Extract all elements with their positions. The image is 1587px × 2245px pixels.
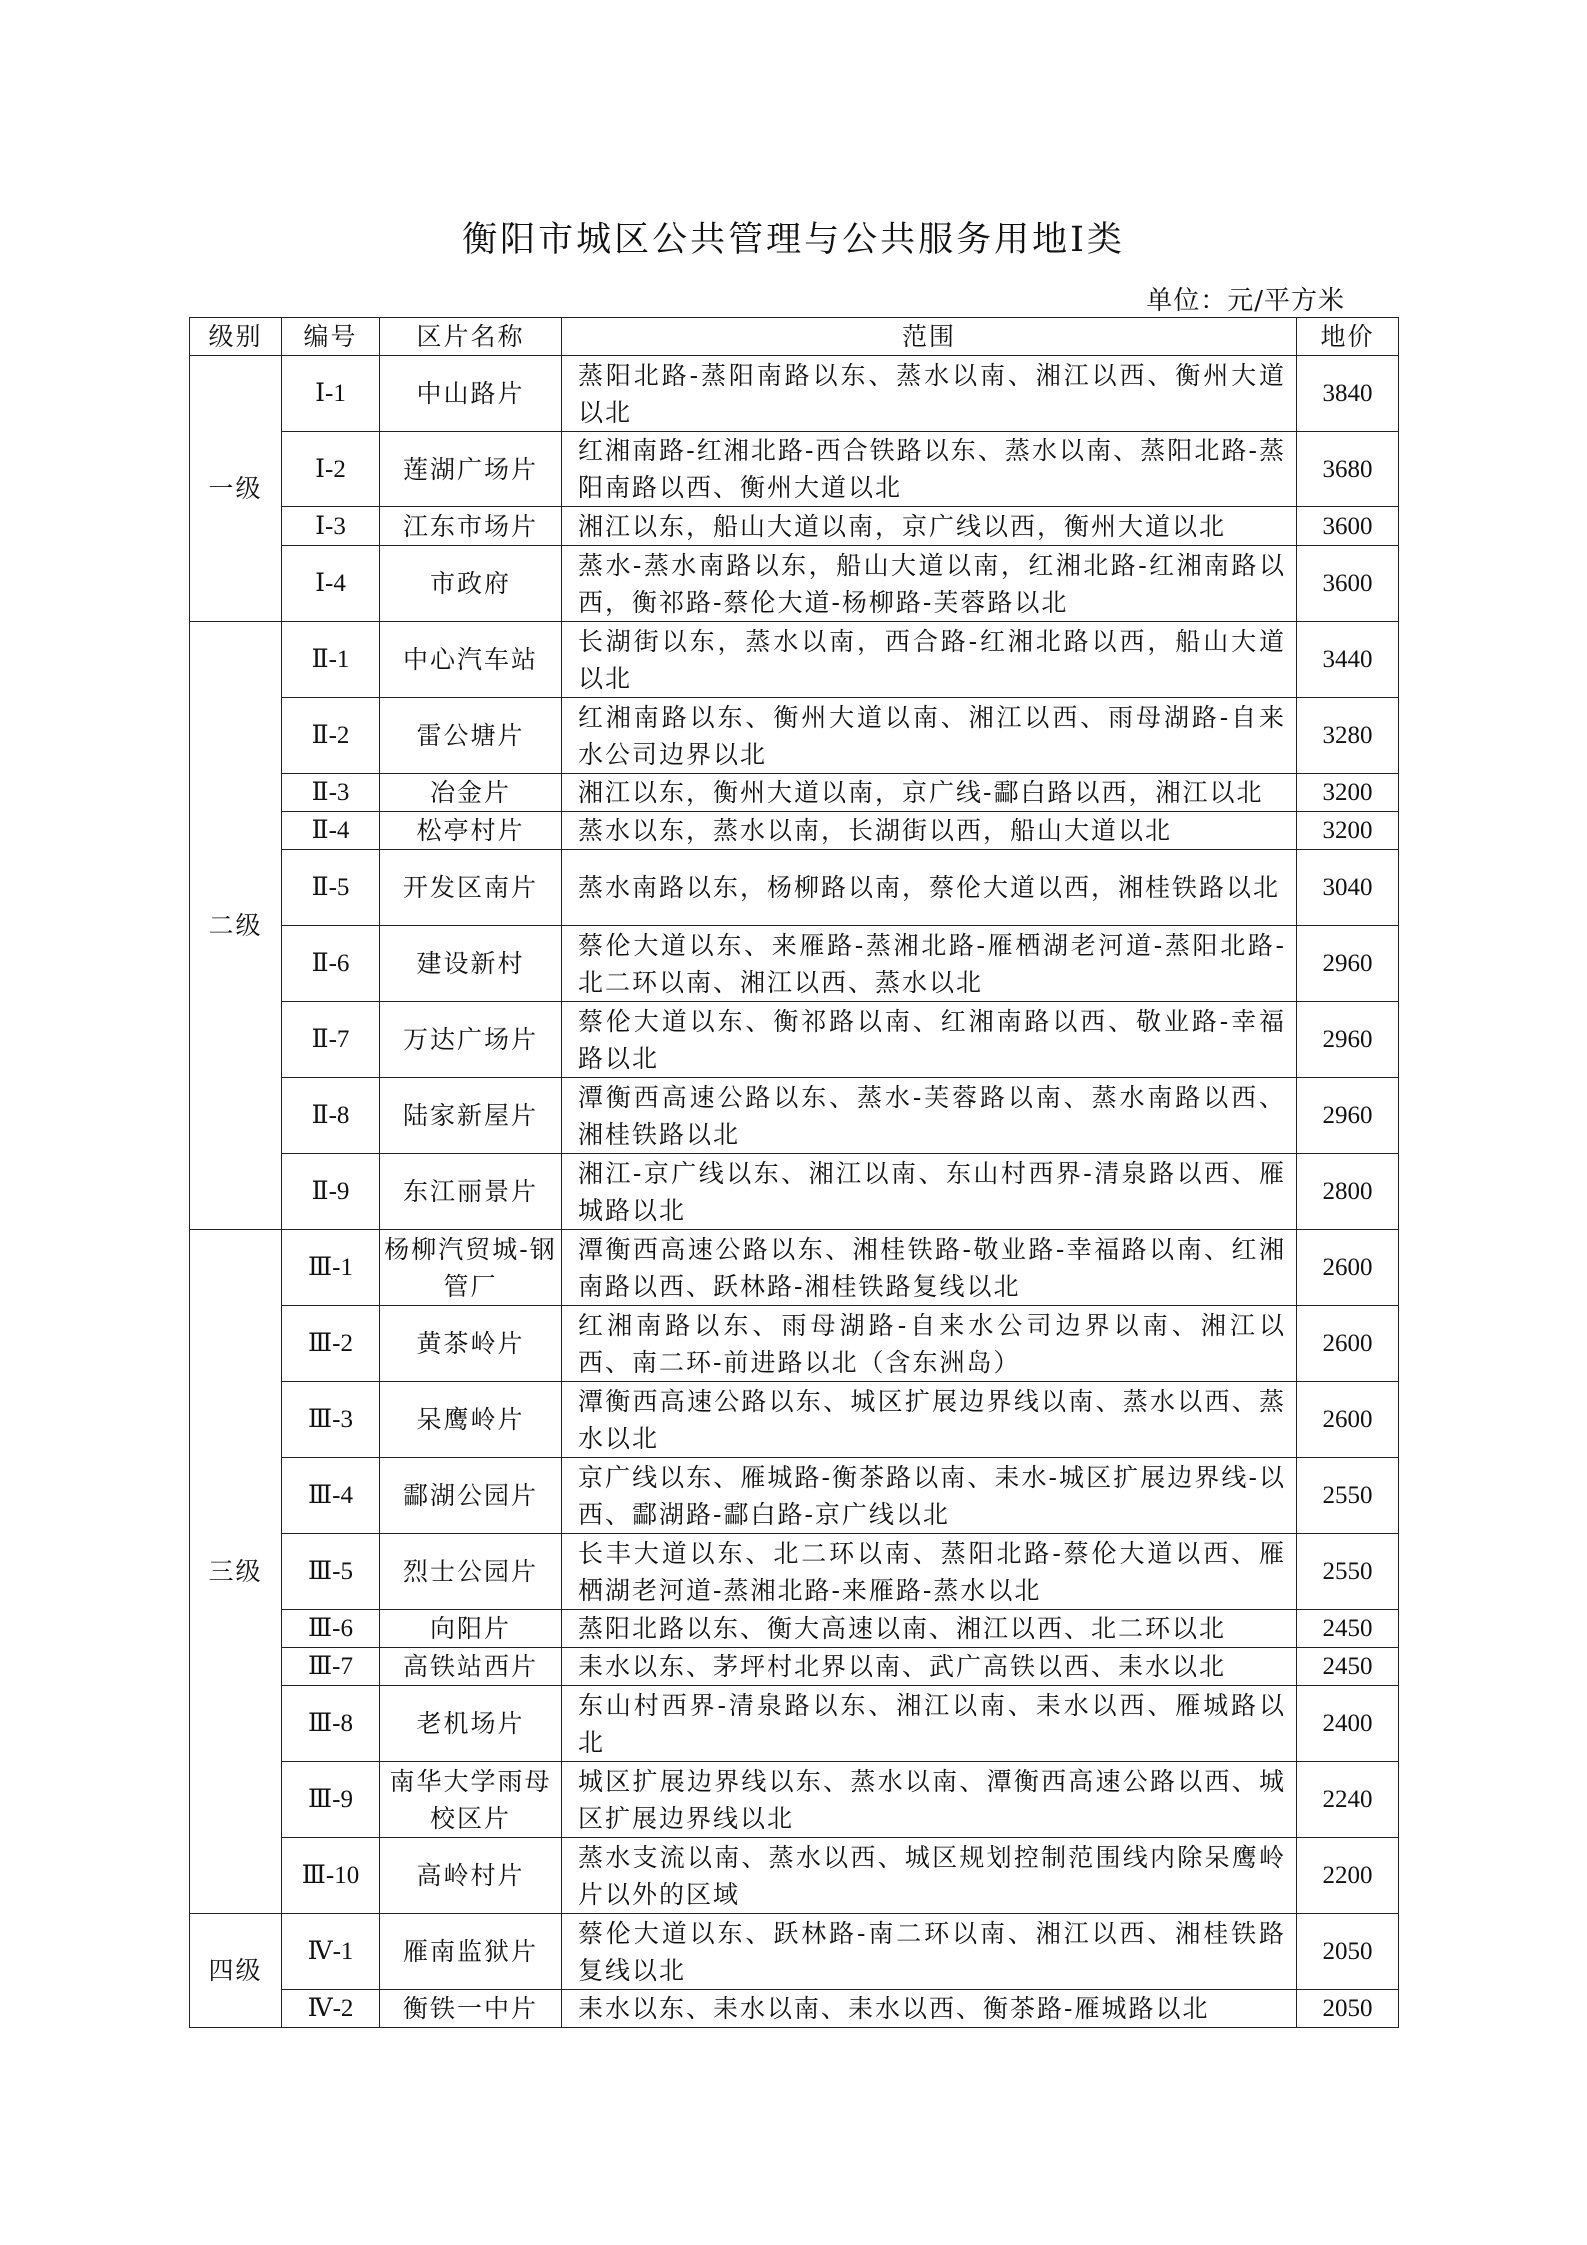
table-row xyxy=(190,1610,1399,1648)
cell-range: 湘江以东，船山大道以南，京广线以西，衡州大道以北 xyxy=(562,507,1297,546)
cell-code: Ⅲ-7 xyxy=(282,1648,380,1686)
cell-code: Ⅳ-1 xyxy=(282,1914,380,1990)
table-row xyxy=(190,1154,1399,1230)
cell-code: Ⅱ-4 xyxy=(282,812,380,850)
land-price-table xyxy=(189,317,1399,2028)
cell-price: 2600 xyxy=(1297,1382,1399,1458)
cell-code: Ⅰ-3 xyxy=(282,507,380,546)
table-row xyxy=(190,1648,1399,1686)
cell-name: 冶金片 xyxy=(380,774,562,812)
table-row xyxy=(190,1458,1399,1534)
cell-name: 市政府 xyxy=(380,546,562,622)
cell-code: Ⅰ-4 xyxy=(282,546,380,622)
cell-code: Ⅱ-2 xyxy=(282,698,380,774)
cell-code: Ⅲ-5 xyxy=(282,1534,380,1610)
cell-range: 潭衡西高速公路以东、湘桂铁路-敬业路-幸福路以南、红湘南路以西、跃林路-湘桂铁路复线以北 xyxy=(562,1230,1297,1306)
unit-label: 单位：元/平方米 xyxy=(1146,286,1345,316)
cell-price: 2550 xyxy=(1297,1534,1399,1610)
cell-range: 城区扩展边界线以东、蒸水以南、潭衡西高速公路以西、城区扩展边界线以北 xyxy=(562,1762,1297,1838)
table-row xyxy=(190,1914,1399,1990)
cell-name: 烈士公园片 xyxy=(380,1534,562,1610)
cell-range: 蒸水-蒸水南路以东，船山大道以南，红湘北路-红湘南路以西，衡祁路-蔡伦大道-杨柳路-芙蓉路以北 xyxy=(562,546,1297,622)
cell-name: 老机场片 xyxy=(380,1686,562,1762)
cell-range: 蒸水以东，蒸水以南，长湖街以西，船山大道以北 xyxy=(562,812,1297,850)
cell-code: Ⅲ-9 xyxy=(282,1762,380,1838)
table-row xyxy=(190,1230,1399,1306)
cell-code: Ⅲ-3 xyxy=(282,1382,380,1458)
cell-price: 3600 xyxy=(1297,507,1399,546)
cell-price: 2800 xyxy=(1297,1154,1399,1230)
cell-name: 建设新村 xyxy=(380,926,562,1002)
cell-price: 2400 xyxy=(1297,1686,1399,1762)
cell-level: 四级 xyxy=(190,1914,282,2028)
table-row xyxy=(190,1534,1399,1610)
cell-level: 一级 xyxy=(190,356,282,622)
table-row xyxy=(190,1002,1399,1078)
cell-range: 京广线以东、雁城路-衡茶路以南、耒水-城区扩展边界线-以西、酃湖路-酃白路-京广线以北 xyxy=(562,1458,1297,1534)
cell-range: 红湘南路-红湘北路-西合铁路以东、蒸水以南、蒸阳北路-蒸阳南路以西、衡州大道以北 xyxy=(562,432,1297,507)
header-name: 区片名称 xyxy=(380,318,562,356)
cell-price: 3200 xyxy=(1297,812,1399,850)
cell-level: 三级 xyxy=(190,1230,282,1914)
cell-name: 江东市场片 xyxy=(380,507,562,546)
cell-name: 呆鹰岭片 xyxy=(380,1382,562,1458)
table-row xyxy=(190,1762,1399,1838)
cell-name: 黄茶岭片 xyxy=(380,1306,562,1382)
cell-range: 长丰大道以东、北二环以南、蒸阳北路-蔡伦大道以西、雁栖湖老河道-蒸湘北路-来雁路-蒸水以北 xyxy=(562,1534,1297,1610)
cell-code: Ⅱ-3 xyxy=(282,774,380,812)
cell-code: Ⅱ-8 xyxy=(282,1078,380,1154)
table-row xyxy=(190,774,1399,812)
cell-code: Ⅲ-2 xyxy=(282,1306,380,1382)
cell-range: 蒸阳北路-蒸阳南路以东、蒸水以南、湘江以西、衡州大道以北 xyxy=(562,356,1297,432)
header-level: 级别 xyxy=(190,318,282,356)
cell-code: Ⅱ-9 xyxy=(282,1154,380,1230)
cell-price: 3440 xyxy=(1297,622,1399,698)
table-row xyxy=(190,622,1399,698)
cell-range: 耒水以东、耒水以南、耒水以西、衡茶路-雁城路以北 xyxy=(562,1990,1297,2028)
cell-price: 2240 xyxy=(1297,1762,1399,1838)
cell-code: Ⅳ-2 xyxy=(282,1990,380,2028)
table-row xyxy=(190,1686,1399,1762)
cell-code: Ⅰ-2 xyxy=(282,432,380,507)
cell-price: 3680 xyxy=(1297,432,1399,507)
table-row xyxy=(190,850,1399,926)
cell-price: 2960 xyxy=(1297,1078,1399,1154)
cell-code: Ⅱ-1 xyxy=(282,622,380,698)
cell-code: Ⅱ-6 xyxy=(282,926,380,1002)
cell-range: 湘江以东，衡州大道以南，京广线-酃白路以西，湘江以北 xyxy=(562,774,1297,812)
table-row xyxy=(190,507,1399,546)
table-row xyxy=(190,1306,1399,1382)
cell-code: Ⅲ-1 xyxy=(282,1230,380,1306)
cell-range: 东山村西界-清泉路以东、湘江以南、耒水以西、雁城路以北 xyxy=(562,1686,1297,1762)
cell-range: 潭衡西高速公路以东、蒸水-芙蓉路以南、蒸水南路以西、湘桂铁路以北 xyxy=(562,1078,1297,1154)
cell-price: 2050 xyxy=(1297,1990,1399,2028)
cell-range: 湘江-京广线以东、湘江以南、东山村西界-清泉路以西、雁城路以北 xyxy=(562,1154,1297,1230)
cell-code: Ⅱ-7 xyxy=(282,1002,380,1078)
cell-name: 高岭村片 xyxy=(380,1838,562,1914)
cell-price: 2200 xyxy=(1297,1838,1399,1914)
cell-price: 2960 xyxy=(1297,1002,1399,1078)
cell-name: 陆家新屋片 xyxy=(380,1078,562,1154)
page-title: 衡阳市城区公共管理与公共服务用地Ⅰ类 xyxy=(462,220,1125,260)
header-price: 地价 xyxy=(1297,318,1399,356)
cell-range: 潭衡西高速公路以东、城区扩展边界线以南、蒸水以西、蒸水以北 xyxy=(562,1382,1297,1458)
cell-name: 开发区南片 xyxy=(380,850,562,926)
cell-range: 蒸水支流以南、蒸水以西、城区规划控制范围线内除呆鹰岭片以外的区域 xyxy=(562,1838,1297,1914)
cell-name: 高铁站西片 xyxy=(380,1648,562,1686)
cell-price: 3280 xyxy=(1297,698,1399,774)
cell-range: 红湘南路以东、雨母湖路-自来水公司边界以南、湘江以西、南二环-前进路以北（含东洲岛） xyxy=(562,1306,1297,1382)
cell-range: 蒸水南路以东，杨柳路以南，蔡伦大道以西，湘桂铁路以北 xyxy=(562,850,1297,926)
cell-code: Ⅰ-1 xyxy=(282,356,380,432)
cell-price: 2450 xyxy=(1297,1648,1399,1686)
cell-price: 2050 xyxy=(1297,1914,1399,1990)
cell-code: Ⅱ-5 xyxy=(282,850,380,926)
cell-name: 中山路片 xyxy=(380,356,562,432)
cell-range: 耒水以东、茅坪村北界以南、武广高铁以西、耒水以北 xyxy=(562,1648,1297,1686)
table-row xyxy=(190,546,1399,622)
cell-name: 杨柳汽贸城-钢管厂 xyxy=(380,1230,562,1306)
table-row xyxy=(190,812,1399,850)
cell-code: Ⅲ-6 xyxy=(282,1610,380,1648)
cell-price: 2550 xyxy=(1297,1458,1399,1534)
table-row xyxy=(190,1382,1399,1458)
table-body xyxy=(190,356,1399,2028)
cell-price: 3040 xyxy=(1297,850,1399,926)
cell-code: Ⅲ-4 xyxy=(282,1458,380,1534)
cell-name: 松亭村片 xyxy=(380,812,562,850)
cell-price: 2600 xyxy=(1297,1230,1399,1306)
cell-name: 莲湖广场片 xyxy=(380,432,562,507)
cell-range: 蔡伦大道以东、跃林路-南二环以南、湘江以西、湘桂铁路复线以北 xyxy=(562,1914,1297,1990)
table-row xyxy=(190,1990,1399,2028)
cell-name: 雁南监狱片 xyxy=(380,1914,562,1990)
cell-name: 向阳片 xyxy=(380,1610,562,1648)
cell-range: 蒸阳北路以东、衡大高速以南、湘江以西、北二环以北 xyxy=(562,1610,1297,1648)
cell-name: 雷公塘片 xyxy=(380,698,562,774)
cell-price: 3200 xyxy=(1297,774,1399,812)
cell-range: 蔡伦大道以东、来雁路-蒸湘北路-雁栖湖老河道-蒸阳北路-北二环以南、湘江以西、蒸水以北 xyxy=(562,926,1297,1002)
table-header-row xyxy=(190,318,1399,356)
cell-price: 2450 xyxy=(1297,1610,1399,1648)
cell-name: 东江丽景片 xyxy=(380,1154,562,1230)
cell-price: 3600 xyxy=(1297,546,1399,622)
cell-name: 酃湖公园片 xyxy=(380,1458,562,1534)
table-row xyxy=(190,356,1399,432)
header-code: 编号 xyxy=(282,318,380,356)
table-row xyxy=(190,1078,1399,1154)
cell-price: 3840 xyxy=(1297,356,1399,432)
table-row xyxy=(190,432,1399,507)
cell-code: Ⅲ-10 xyxy=(282,1838,380,1914)
cell-code: Ⅲ-8 xyxy=(282,1686,380,1762)
cell-range: 红湘南路以东、衡州大道以南、湘江以西、雨母湖路-自来水公司边界以北 xyxy=(562,698,1297,774)
cell-name: 中心汽车站 xyxy=(380,622,562,698)
cell-price: 2600 xyxy=(1297,1306,1399,1382)
cell-name: 南华大学雨母校区片 xyxy=(380,1762,562,1838)
table-row xyxy=(190,698,1399,774)
table-row xyxy=(190,926,1399,1002)
cell-name: 万达广场片 xyxy=(380,1002,562,1078)
cell-price: 2960 xyxy=(1297,926,1399,1002)
cell-range: 长湖街以东，蒸水以南，西合路-红湘北路以西，船山大道以北 xyxy=(562,622,1297,698)
cell-level: 二级 xyxy=(190,622,282,1230)
cell-range: 蔡伦大道以东、衡祁路以南、红湘南路以西、敬业路-幸福路以北 xyxy=(562,1002,1297,1078)
table-row xyxy=(190,1838,1399,1914)
cell-name: 衡铁一中片 xyxy=(380,1990,562,2028)
header-range: 范围 xyxy=(562,318,1297,356)
